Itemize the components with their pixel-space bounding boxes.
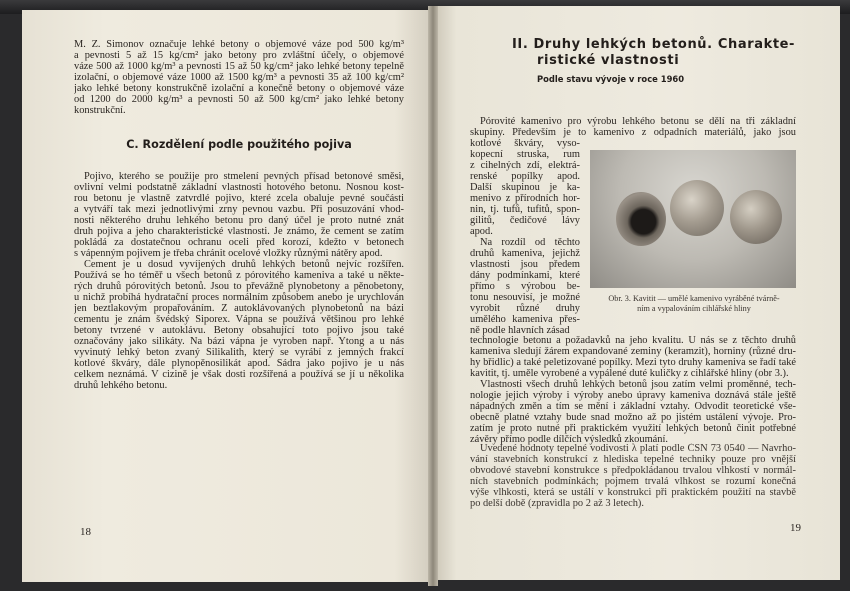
text-line: druhů lehkého betonu. [74, 380, 168, 391]
text-line: váze 500 až 1000 kg/m³ a pevnosti 15 až 50 kg/cm² jako lehké betony tepelně [74, 61, 404, 72]
text-line: rých druhů pórovitých betonů. Jsou to převážně plynobetony a pěnobetony, [74, 281, 404, 292]
text-line: u nichž probíhá hydratační proces normálním způsobem anebo je urychlován [74, 292, 404, 303]
text-line: dány podmínkami, které [470, 270, 580, 281]
text-line: kotlové škváry, dále plynopěnosilikát apod. Sádra jako pojivo je u nás [74, 358, 404, 369]
text-line: tonu nesouvisí, je možné [470, 292, 580, 303]
intro-paragraph [74, 39, 404, 116]
text-line: renské popílky apod. [470, 171, 580, 182]
chapter-subtitle: Podle stavu vývoje v roce 1960 [537, 74, 685, 84]
text-line: Vlastnosti všech druhů lehkých betonů jsou zatím velmi proměnné, tech- [480, 379, 796, 390]
page-number-right: 19 [790, 522, 801, 534]
text-line: Na rozdíl od těchto [480, 237, 580, 248]
text-line: Pojivo, kterého se použije pro stmelení pevných přísad betonové směsi, [84, 171, 404, 182]
text-line: kavitit, tj. uměle vyrobené a vypálené duté kuličky z cihlářské hliny (obr 3.). [470, 368, 789, 379]
text-line: zatím je proto nutné při praktickém využití lehkých betonů činit potřebné [470, 423, 796, 434]
text-line: pokládá za dostatečnou ochranu oceli před korozí, kdežto v betonech [74, 237, 404, 248]
text-line: gilitů, čedičové lávy [470, 215, 580, 226]
text-line: cementu je znám švédský Siporex. Vápna se používá většinou pro lehké [74, 314, 404, 325]
text-line: hy břidlic) a také peletizované popílky. Mezi tyto druhy kameniva se řadí také [470, 357, 796, 368]
paragraph-thermal-conductivity [470, 443, 796, 509]
text-line: Cement je u dosud vyvíjených druhů lehkých betonů nejvíc rozšířen. [84, 259, 404, 270]
text-line: jako lehké betony konstrukčně izolační a konečně betony o objemové váze [74, 83, 404, 94]
text-line: Pórovité kamenivo pro výrobu lehkého betonu se dělí na tři základní [480, 116, 796, 127]
text-line: celkem neznámá. V cizině je však dosti rozšířená a používá se jí u několika [74, 369, 404, 380]
text-line: závěry přímo podle dílčích výsledků zkoumání. [470, 434, 668, 445]
paragraph-cement [74, 259, 404, 391]
text-line: od 1200 do 2000 kg/m³ a pevnosti 50 až 500 kg/cm² jako lehké betony [74, 94, 404, 105]
kavitit-ball [730, 190, 782, 244]
narrow-column-text [470, 138, 580, 336]
text-line: skupiny. Především je to kamenivo z odpadních materiálů, jako jsou [470, 127, 796, 138]
text-line: jen beztlakovým propařováním. Z autoklávovaných plynobetonů na bázi [74, 303, 404, 314]
text-line: technologie betonu a požadavků na jeho kvalitu. U nás se z těchto druhů [470, 335, 796, 346]
kavitit-ball-broken [616, 192, 666, 246]
text-line: ních stavebních podmínkách; pojmem trvalá vlhkost se rozumí konečná [470, 476, 796, 487]
text-line: ovlivní velmi podstatně základní vlastnosti hotového betonu. Nosnou kost- [74, 182, 404, 193]
text-line: ně podle hlavních zásad [470, 325, 570, 336]
text-line: menivo z přírodních hor- [470, 193, 580, 204]
text-line: nologie jejich výroby i výroby anebo úpravy kameniva doznává stále ještě [470, 390, 796, 401]
section-heading: C. Rozdělení podle použitého pojiva [126, 138, 352, 151]
text-line: vání stavebních konstrukcí z hlediska tepelné techniky pouze pro vnější [470, 454, 796, 465]
text-line: z cihelných zdí, elektrá- [470, 160, 580, 171]
text-line: nosti některého druhu lehkého betonu pro daný účel je proto nutné znát [74, 215, 404, 226]
text-line: kopecní struska, rum [470, 149, 580, 160]
text-line: a pevnosti 5 až 15 kg/cm² jako betony pro zvláštní účely, o objemové [74, 50, 404, 61]
text-line: M. Z. Simonov označuje lehké betony o objemové váze pod 500 kg/m³ [74, 39, 404, 50]
figure-caption-line2: ním a vypalováním cihlářské hliny [637, 304, 751, 313]
text-line: obvodové stavební konstrukce s předpokládanou trvalou vlhkostí v normál- [470, 465, 796, 476]
figure-photo-kavitit [590, 150, 796, 288]
text-line: s vápenným pojivem je třeba chránit ocelové vložky různými nátěry apod. [74, 248, 383, 259]
text-line: kotlové škváry, vyso- [470, 138, 580, 149]
paragraph-porous-aggregate [470, 116, 796, 138]
text-line: vyvinutý lehký beton zvaný Silikalith, který se vyrábí z jemných frakcí [74, 347, 404, 358]
text-line: výše vlhkosti, která se ustálí v konstrukci při praktickém použití na stavbě [470, 487, 796, 498]
text-line: vyrobit různé druhy [470, 303, 580, 314]
paragraph-aggregate-types [470, 335, 796, 445]
text-line: Používá se ho téměř u všech betonů z pórovitého kameniva a také u někte- [74, 270, 404, 281]
text-line: apod. [470, 226, 493, 237]
text-line: druh pojiva a jeho charakteristické vlastnosti. Je známo, že cement se zatím [74, 226, 404, 237]
text-line: a vytváří tak mezi jednotlivými zrny pevnou vazbu. Při posuzování vhod- [74, 204, 404, 215]
page-number-left: 18 [80, 526, 91, 538]
chapter-title-line2: ristické vlastnosti [537, 53, 680, 68]
text-line: nin, tj. tufů, tufitů, spon- [470, 204, 580, 215]
text-line: kameniva sledují žárem expandované zeminy (keramzit), horniny (různé dru- [470, 346, 796, 357]
text-line: po delší době (zpravidla po 2 až 3 letech). [470, 498, 644, 509]
figure-caption [588, 294, 800, 314]
text-line: Uvedené hodnoty tepelné vodivosti λ platí podle ČSN 73 0540 — Navrho- [480, 443, 796, 454]
paragraph-binder [74, 171, 404, 259]
book-gutter [428, 6, 438, 586]
text-line: izolační, o objemové váze 1000 až 1500 kg/m³ a pevnosti 35 až 100 kg/cm² [74, 72, 404, 83]
text-line: rou betonu je vlastně zatvrdlé pojivo, které zcela obaluje pevné součásti [74, 193, 404, 204]
text-line: Další skupinou je ka- [470, 182, 580, 193]
text-line: nápadných změn a tím se mění i základní vztahy. Odvodit teoretické vše- [470, 401, 796, 412]
text-line: druhů kameniva, jejichž [470, 248, 580, 259]
kavitit-ball [670, 180, 724, 236]
text-line: vlastnosti jsou předem [470, 259, 580, 270]
text-line: přímo s výrobou be- [470, 281, 580, 292]
text-line: konstrukční. [74, 105, 126, 116]
text-line: betony tvrzené v autoklávu. Betony obsahující toto pojivo jsou také [74, 325, 404, 336]
text-line: obecně platné vztahy bude snad možno až po jistém ustálení vývoje. Pro- [470, 412, 796, 423]
chapter-title-line1: II. Druhy lehkých betonů. Charakte- [512, 37, 796, 52]
text-line: označovány jako silikáty. Na bázi vápna je vyroben např. Ytong a u nás [74, 336, 404, 347]
figure-caption-line1: Obr. 3. Kavitit — umělé kamenivo vyráběné tvárně- [608, 294, 780, 303]
text-line: umělého kameniva přes- [470, 314, 580, 325]
